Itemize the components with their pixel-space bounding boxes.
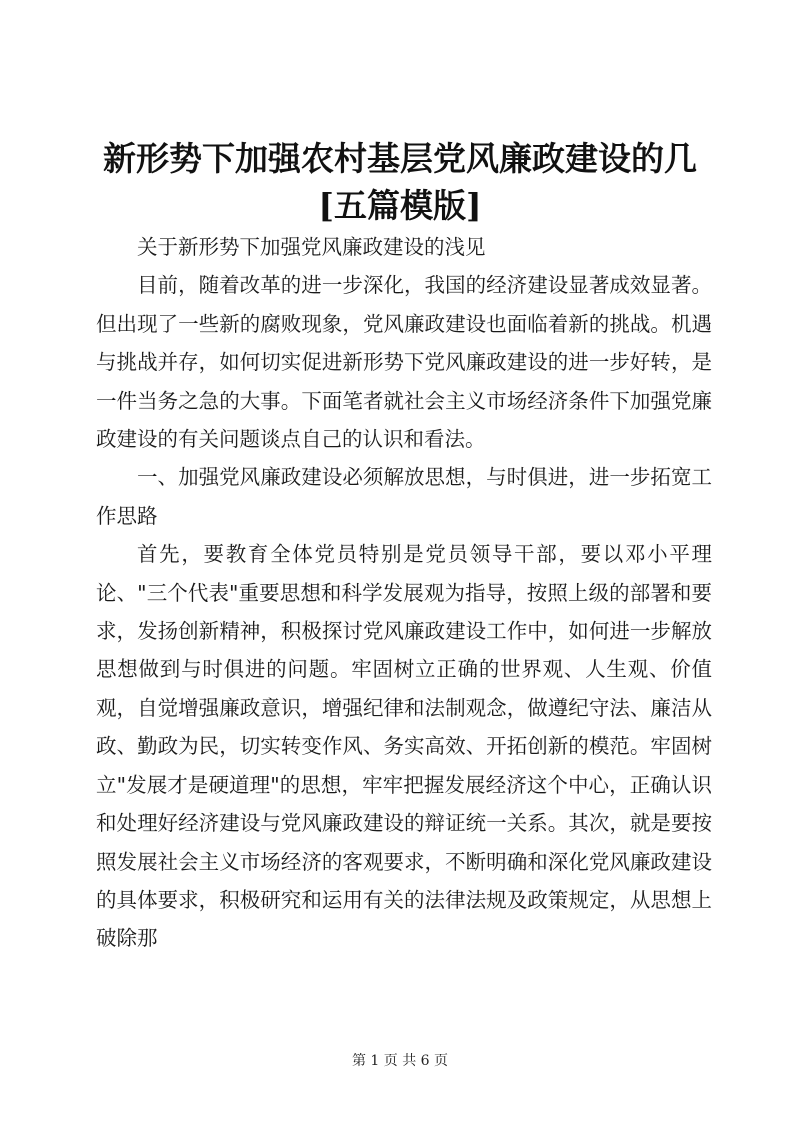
paragraph-body: 首先，要教育全体党员特别是党员领导干部，要以邓小平理论、"三个代表"重要思想和科学发展观为指导，按照上级的部署和要求，发扬创新精神，积极探讨党风廉政建设工作中，如何进一步解放思想做到与时俱进的问题。牢固树立正确的世界观、人生观、价值观，自觉增强廉政意识，增强纪律和法制观念，做遵纪守法、廉洁从政、勤政为民，切实转变作风、务实高效、开拓创新的模范。牢固树立"发展才是硬道理"的思想，牢牢把握发展经济这个中心，正确认识和处理好经济建设与党风廉政建设的辩证统一关系。其次，就是要按照发展社会主义市场经济的客观要求，不断明确和深化党风廉政建设的具体要求，积极研究和运用有关的法律法规及政策规定，从思想上破除那 [96, 542, 712, 951]
paragraph-section-heading: 一、加强党风廉政建设必须解放思想，与时俱进，进一步拓宽工作思路 [96, 465, 712, 528]
paragraph-intro: 目前，随着改革的进一步深化，我国的经济建设显著成效显著。但出现了一些新的腐败现象，党风廉政建设也面临着新的挑战。机遇与挑战并存，如何切实促进新形势下党风廉政建设的进一步好转，是一件当务之急的大事。下面笔者就社会主义市场经济条件下加强党廉政建设的有关问题谈点自己的认识和看法。 [96, 273, 712, 452]
page-footer: 第 1 页 共 6 页 [351, 1053, 449, 1069]
document-title: 新形势下加强农村基层党风廉政建设的几[五篇模版] [103, 139, 697, 225]
paragraph-subtitle: 关于新形势下加强党风廉政建设的浅见 [137, 235, 486, 259]
document-body [96, 228, 712, 958]
